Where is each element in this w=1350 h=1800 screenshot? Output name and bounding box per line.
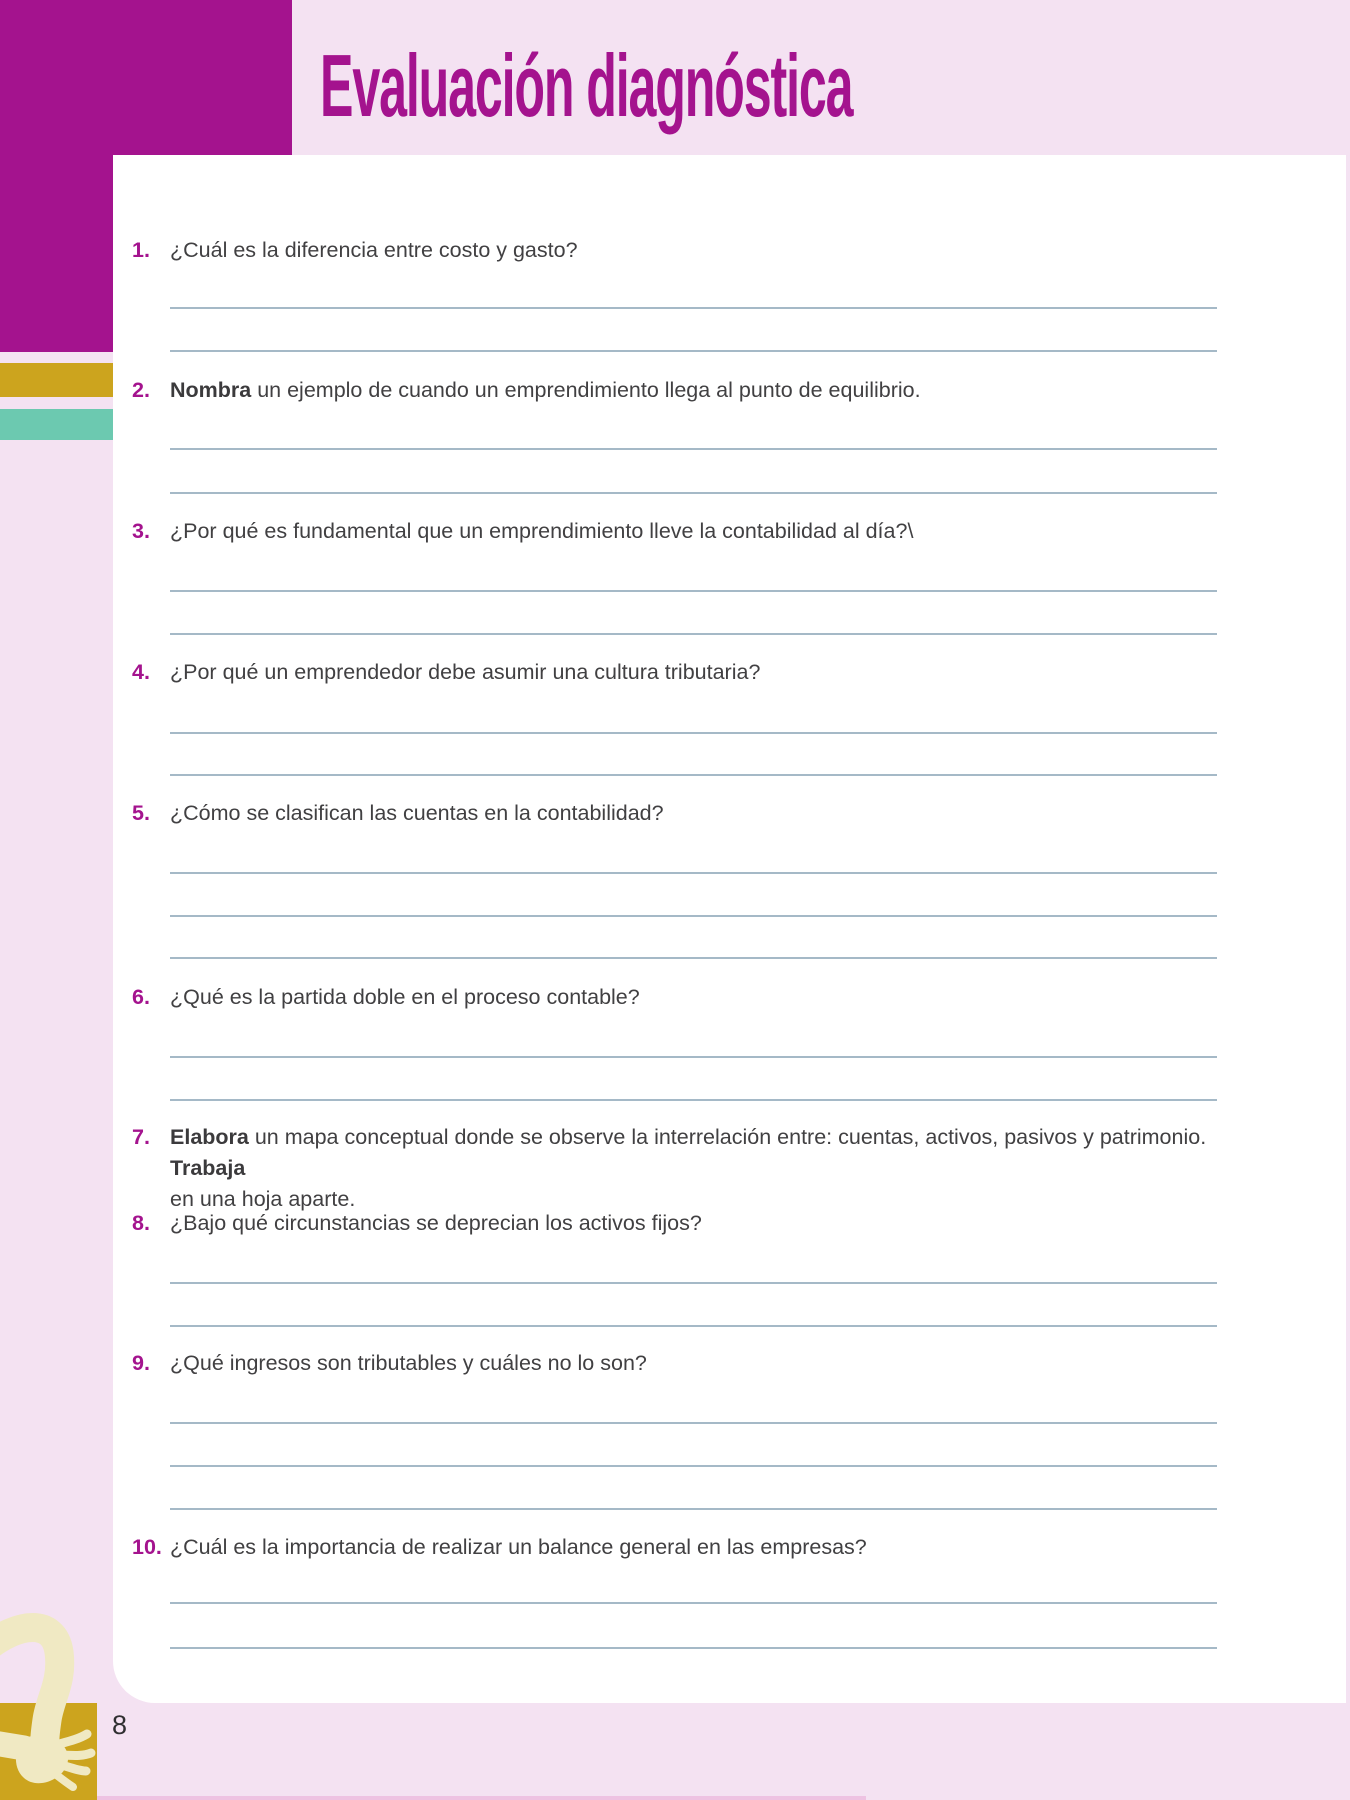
answer-line — [170, 1465, 1217, 1467]
hand-icon — [0, 1600, 260, 1800]
question-number: 10. — [132, 1535, 162, 1559]
answer-line — [170, 448, 1217, 450]
question-row-2 — [132, 375, 1222, 406]
question-text: Nombra un ejemplo de cuando un emprendimiento llega al punto de equilibrio. — [170, 378, 921, 402]
question-row-7 — [132, 1122, 1222, 1215]
page-number: 8 — [112, 1710, 128, 1740]
answer-line — [170, 1325, 1217, 1327]
answer-line — [170, 872, 1217, 874]
answer-line — [170, 1647, 1217, 1649]
question-text: ¿Cómo se clasifican las cuentas en la contabilidad? — [170, 801, 664, 825]
answer-line — [170, 307, 1217, 309]
answer-line — [170, 774, 1217, 776]
question-row-5 — [132, 798, 1222, 829]
question-row-9 — [132, 1348, 1222, 1379]
question-number: 6. — [132, 985, 150, 1009]
question-number: 4. — [132, 660, 150, 684]
question-row-10 — [132, 1532, 1222, 1563]
answer-line — [170, 590, 1217, 592]
question-text: ¿Cuál es la importancia de realizar un balance general en las empresas? — [170, 1535, 867, 1559]
question-row-1 — [132, 235, 1222, 266]
question-number: 7. — [132, 1125, 150, 1149]
question-number: 1. — [132, 238, 150, 262]
answer-line — [170, 1099, 1217, 1101]
question-number: 8. — [132, 1211, 150, 1235]
magenta-sidebar-block — [0, 0, 113, 352]
page-title: Evaluación diagnóstica — [320, 36, 853, 135]
question-number: 3. — [132, 519, 150, 543]
teal-sidebar-tab — [0, 409, 113, 440]
question-number: 9. — [132, 1351, 150, 1375]
question-row-8 — [132, 1208, 1222, 1239]
answer-line — [170, 1602, 1217, 1604]
question-text: ¿Por qué un emprendedor debe asumir una cultura tributaria? — [170, 660, 761, 684]
question-text: ¿Qué es la partida doble en el proceso contable? — [170, 985, 640, 1009]
answer-line — [170, 957, 1217, 959]
question-row-4 — [132, 657, 1222, 688]
question-number: 5. — [132, 801, 150, 825]
answer-line — [170, 1422, 1217, 1424]
answer-line — [170, 1508, 1217, 1510]
question-text: Elabora un mapa conceptual donde se observe la interrelación entre: cuentas, activos, pasivos y patrimonio. Trabaja en una hoja aparte. — [170, 1125, 1207, 1211]
question-row-3 — [132, 516, 1222, 547]
question-row-6 — [132, 982, 1222, 1013]
question-number: 2. — [132, 378, 150, 402]
answer-line — [170, 492, 1217, 494]
answer-line — [170, 915, 1217, 917]
answer-line — [170, 732, 1217, 734]
question-text: ¿Por qué es fundamental que un emprendimiento lleve la contabilidad al día?\ — [170, 519, 914, 543]
answer-line — [170, 633, 1217, 635]
question-text: ¿Qué ingresos son tributables y cuáles no lo son? — [170, 1351, 647, 1375]
answer-line — [170, 350, 1217, 352]
answer-line — [170, 1056, 1217, 1058]
question-text: ¿Bajo qué circunstancias se deprecian los activos fijos? — [170, 1211, 702, 1235]
gold-sidebar-tab — [0, 363, 113, 397]
question-text: ¿Cuál es la diferencia entre costo y gasto? — [170, 238, 578, 262]
answer-line — [170, 1282, 1217, 1284]
